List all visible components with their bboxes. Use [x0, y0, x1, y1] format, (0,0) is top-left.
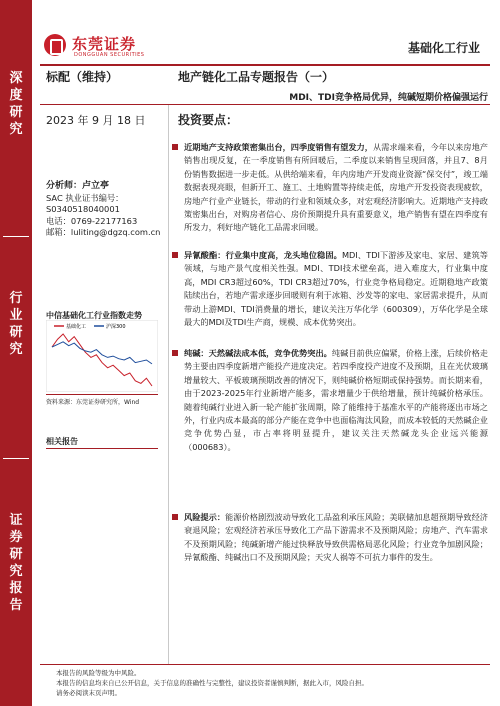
legend-label-s2: 沪深300	[106, 324, 126, 330]
company-name: 东莞证券	[72, 35, 137, 53]
bullet-icon	[172, 252, 178, 258]
cert-label: SAC 执业证书编号：	[46, 192, 124, 203]
chart-frame	[46, 320, 158, 392]
chart-svg	[46, 320, 158, 392]
keypoint-body: MDI、TDI下游涉及家电、家居、建筑等领域，与地产景气度相关性强。MDI、TDI技术壁垒高，进入难度大，行业集中度高，MDI CR3超过60%，TDI CR3超过70%，行业竞争格局稳定。近期稳地产政策陆续出台，若地产需求逐步回暖则有利于冰箱、沙发等的家电、家居需求提升，从而带动上游MDI、TDI消费量的增长，建议关注万华化学（600309），万华化学是全球最大的MDI及TDI生产商，规模、成本优势突出。	[184, 250, 488, 328]
cert-number: S0340518040001	[46, 204, 120, 214]
related-reports-heading: 相关报告	[46, 437, 78, 446]
keypoint-3	[172, 347, 488, 454]
keypoint-head: 异氰酸酯：行业集中度高，龙头地位稳固。	[184, 250, 342, 260]
footer-notice: 请务必阅读末页声明。	[56, 689, 121, 697]
keypoint-head: 近期地产支持政策密集出台，四季度销售有望发力，	[184, 142, 373, 152]
email-link[interactable]: luliting@dgzq.com.cn	[70, 227, 161, 237]
footer-disclaimer: 本报告的信息均来自已公开信息，关于信息的准确性与完整性，建议投资者谨慎判断，据此入市，风险自担。	[56, 679, 368, 687]
report-date: 2023 年 9 月 18 日	[46, 114, 146, 127]
report-title: 地产链化工品专题报告（一）	[178, 70, 335, 84]
analyst-label: 分析师：	[46, 181, 83, 191]
keypoint-2	[172, 249, 488, 329]
sidebar-divider	[3, 458, 29, 459]
keypoint-body: 能源价格剧烈波动导致化工品盈利承压风险；美联储加息超预期导致经济衰退风险；宏观经济若承压导致化工产品下游需求不及预期风险；房地产、汽车需求不及预期风险；纯碱新增产能过快释放导致供需格局恶化风险；行业竞争加剧风险；异氰酸酯、纯碱出口不及预期风险；天灾人祸等不可抗力事件的发生。	[184, 512, 488, 563]
legend-label-s1: 基础化工	[66, 324, 87, 330]
keypoint-1	[172, 141, 488, 235]
related-rule	[46, 448, 158, 449]
company-logo-icon	[44, 34, 66, 56]
bullet-icon	[172, 350, 178, 356]
page-footer	[56, 668, 368, 698]
industry-label: 基础化工行业	[407, 41, 480, 55]
chart-source: 资料来源：东莞证券研究所，Wind	[46, 399, 140, 406]
keypoint-body: 从需求端来看，今年以来房地产销售出现反复，在一季度销售有所回暖后，二季度以来销售呈现回落，并且7、8月份销售数据进一步走低。从供给端来看，年内房地产开发商业资源“保交付”，竣工端数据表现亮眼，但新开工、施工、土地购置等持续走低，房地产开发投资表现疲软，房地产行业产业链长，带动的行业和领域众多，对宏观经济影响大。近期地产支持政策密集出台，对购房者信心、房价预期提升具有重要意义，地产销售有望在四季度有所发力，利好地产链化工品需求回暖。	[184, 142, 488, 233]
analyst-name: 卢立亭	[82, 181, 110, 191]
bullet-icon	[172, 144, 178, 150]
email-label: 邮箱：	[46, 227, 71, 237]
chart-rule	[46, 394, 158, 395]
index-trend-chart	[46, 320, 158, 392]
report-subtitle: MDI、TDI竞争格局优异，纯碱短期价格偏强运行	[289, 93, 488, 103]
keypoint-body: 纯碱目前供应偏紧，价格上涨，后续价格走势主要由四季度新增产能投产进度决定。若四季度投产进度不及预期，且在光伏玻璃增量较大、平板玻璃预期改善的情况下，则纯碱价格短期或保持强势。而长期来看，由于2023-2025年行业新增产能多，需求增量少于供给增量，预计纯碱价格承压。随着纯碱行业进入新一轮产能扩张周期，除了能维持于基准水平的产能将逐出市场之外，行业内成本最高的部分产能在竞争中也面临淘汰风险，而成本较低的天然碱企业竞争优势凸显，市占率将明显提升，建议关注天然碱龙头企业远兴能源（000683）。	[184, 348, 488, 452]
chart-title: 中信基础化工行业指数走势	[46, 311, 142, 320]
sidebar-label-deep-research: 深 度 研 究	[9, 71, 23, 137]
bullet-icon	[172, 514, 178, 520]
company-name-en: DONGGUAN SECURITIES	[74, 52, 145, 58]
title-rule	[40, 104, 490, 105]
phone-label: 电话：	[46, 215, 71, 226]
analyst-info	[46, 180, 160, 239]
header-rule	[40, 64, 490, 66]
footer-rule	[40, 664, 490, 665]
column-divider	[168, 105, 169, 665]
keypoint-head: 纯碱：天然碱法成本低，竞争优势突出。	[184, 348, 332, 358]
keypoints-heading: 投资要点：	[178, 113, 239, 127]
sidebar-label-industry-research: 行 业 研 究	[9, 291, 23, 357]
phone-number: 0769-22177163	[70, 215, 138, 226]
page-header	[40, 28, 490, 64]
footer-risk-level: 本报告的风险等级为中风险。	[56, 669, 141, 677]
keypoint-4	[172, 511, 488, 565]
sidebar-label-securities-report: 证 券 研 究 报 告	[9, 513, 23, 613]
sidebar-divider	[3, 236, 29, 237]
rating: 标配（维持）	[46, 70, 119, 84]
keypoint-head: 风险提示：	[184, 512, 226, 522]
